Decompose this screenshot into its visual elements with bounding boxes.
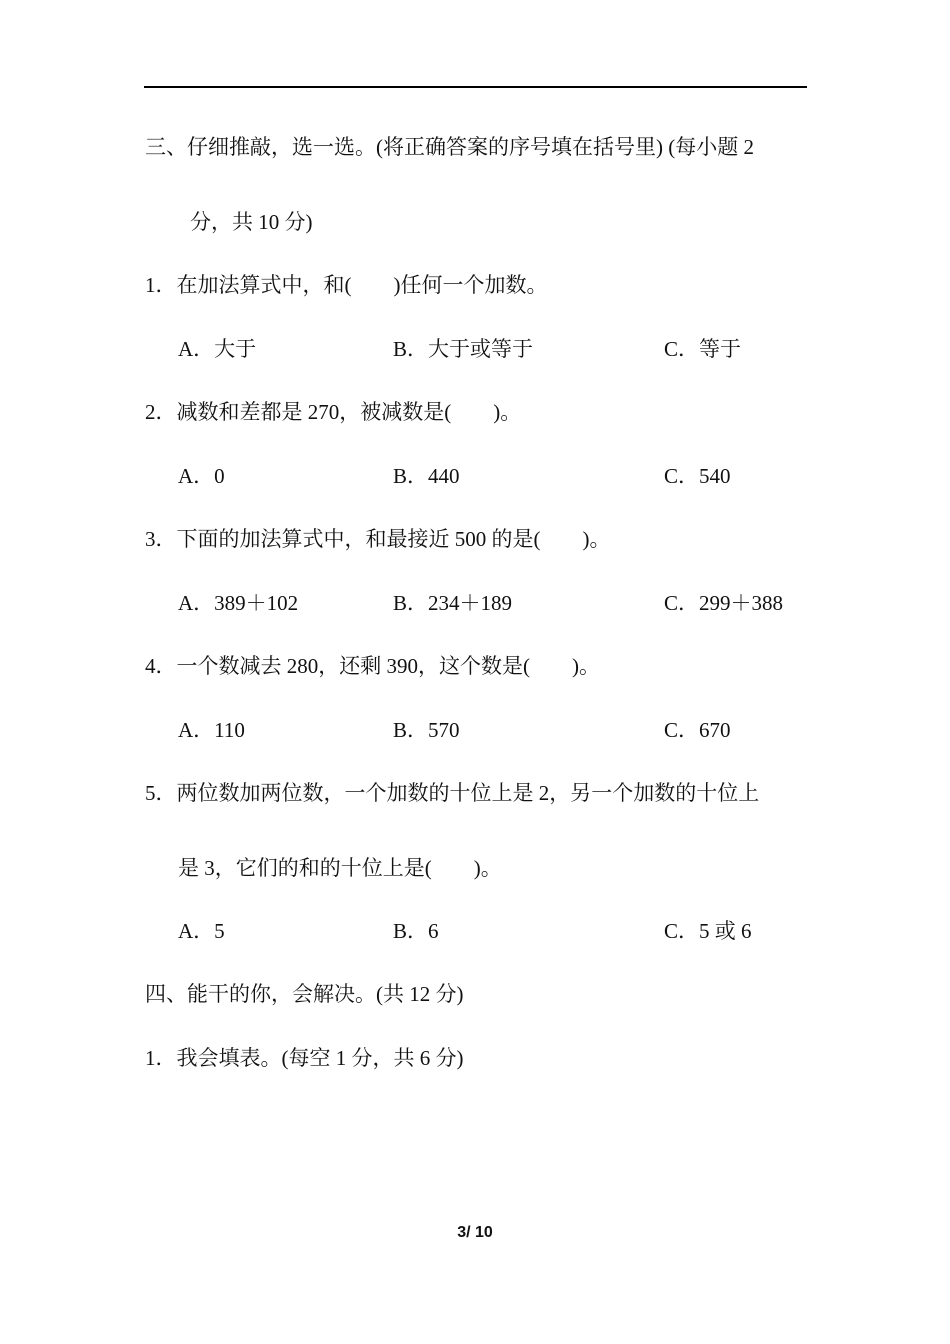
- page-number: 3/ 10: [457, 1224, 493, 1241]
- section3-title: 三、仔细推敲，选一选。(将正确答案的序号填在括号里) (每小题 2: [145, 135, 754, 159]
- section4-title: 四、能干的你，会解决。(共 12 分): [145, 982, 464, 1006]
- q3-option-c: C．299＋388: [664, 591, 784, 615]
- question-4: 4．一个数减去 280，还剩 390，这个数是( )。: [145, 654, 600, 678]
- q2-option-c: C．540: [664, 464, 731, 488]
- q1-option-a: A．大于: [178, 337, 257, 361]
- q4-option-a: A．110: [178, 718, 245, 742]
- question-5: 5．两位数加两位数，一个加数的十位上是 2，另一个加数的十位上: [145, 781, 760, 805]
- question-1: 1．在加法算式中，和( )任何一个加数。: [145, 273, 548, 297]
- q5-option-a: A．5: [178, 919, 225, 943]
- q3-option-a: A．389＋102: [178, 591, 299, 615]
- q4-option-b: B．570: [393, 718, 460, 742]
- q1-option-b: B．大于或等于: [393, 337, 534, 361]
- q5-option-c: C．5 或 6: [664, 919, 752, 943]
- question-3: 3．下面的加法算式中，和最接近 500 的是( )。: [145, 527, 611, 551]
- section4-question-1: 1．我会填表。(每空 1 分，共 6 分): [145, 1046, 464, 1070]
- q1-option-c: C．等于: [664, 337, 742, 361]
- section3-title-cont: 分，共 10 分): [190, 210, 313, 234]
- question-5-cont: 是 3，它们的和的十位上是( )。: [178, 856, 502, 880]
- question-2: 2．减数和差都是 270，被减数是( )。: [145, 400, 522, 424]
- q2-option-a: A．0: [178, 464, 225, 488]
- q2-option-b: B．440: [393, 464, 460, 488]
- header-rule: [144, 86, 807, 88]
- q5-option-b: B．6: [393, 919, 439, 943]
- q3-option-b: B．234＋189: [393, 591, 513, 615]
- q4-option-c: C．670: [664, 718, 731, 742]
